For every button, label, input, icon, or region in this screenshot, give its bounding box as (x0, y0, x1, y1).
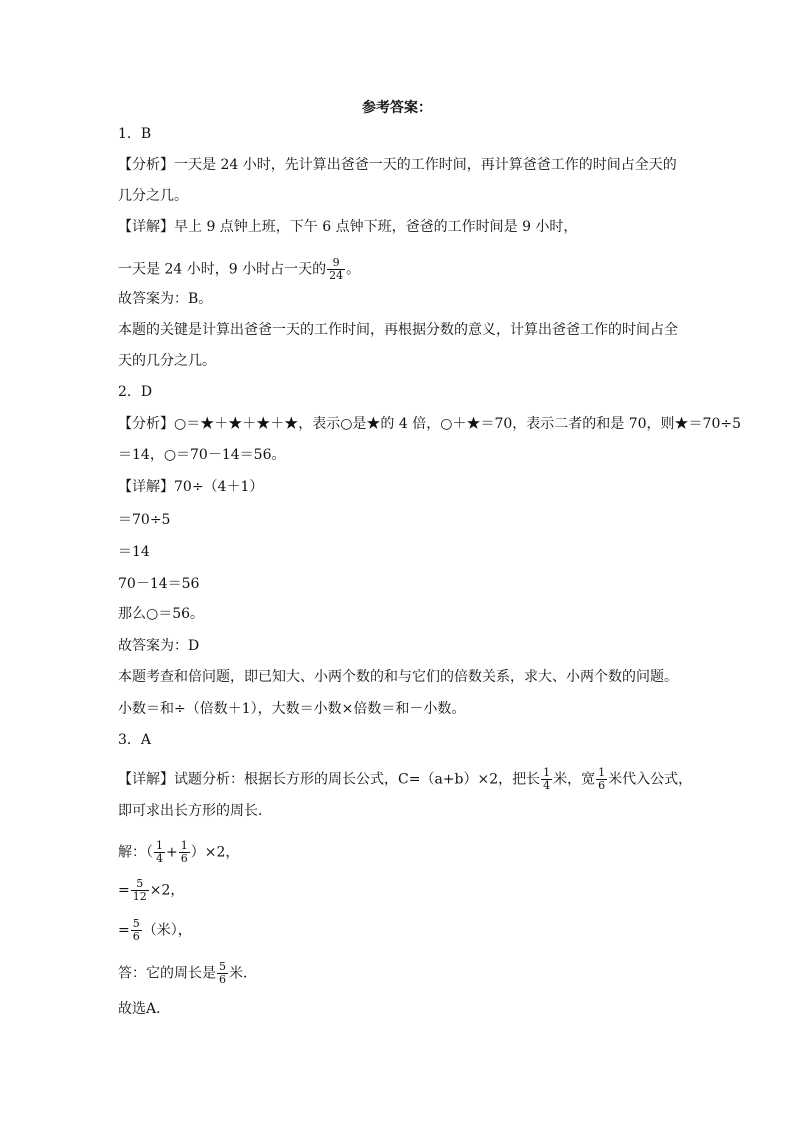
text-line: 1．B (118, 126, 152, 142)
text-line: 天的几分之几。 (118, 353, 216, 369)
text-line: 故答案为：B。 (118, 291, 213, 307)
text-line: 本题的关键是计算出爸爸一天的工作时间，再根据分数的意义，计算出爸爸工作的时间占全 (118, 322, 678, 338)
fraction-5-6: $\frac{5}{6}$ (219, 960, 226, 986)
fraction-line-solution-1: 解：（ $\frac{1}{4}$ + $\frac{1}{6}$ ）×2， (118, 839, 240, 865)
text-line: 2．D (118, 384, 153, 400)
fraction-1-4: $\frac{1}{4}$ (543, 766, 551, 792)
fraction-5-6: $\frac{5}{6}$ (132, 917, 140, 943)
fraction-line-answer: 答：它的周长是 $\frac{5}{6}$ 米． (118, 960, 257, 986)
fraction-line-solution-2: = $\frac{5}{12}$ ×2， (118, 877, 185, 903)
page-title: 参考答案： (362, 100, 432, 116)
fraction-line-day: 一天是 24 小时，9 小时占一天的 $\frac{9}{24}$ 。 (118, 256, 361, 282)
fraction-1-6: $\frac{1}{6}$ (180, 839, 188, 865)
fraction-1-6: $\frac{1}{6}$ (598, 766, 606, 792)
text-line: ＝14，○＝70－14＝56。 (118, 447, 286, 463)
fraction-9-24: $\frac{9}{24}$ (329, 256, 344, 282)
text-line: 【详解】70÷（4＋1） (118, 479, 264, 495)
text-line: 故选A． (118, 1001, 171, 1017)
text-line: 本题考查和倍问题，即已知大、小两个数的和与它们的倍数关系，求大、小两个数的问题。 (118, 669, 678, 685)
text-line: 几分之几。 (118, 188, 188, 204)
text-line: 小数＝和÷（倍数＋1），大数＝小数×倍数＝和－小数。 (118, 701, 466, 717)
text-line: 3．A (118, 732, 152, 748)
fraction-line-solution-3: = $\frac{5}{6}$ （米）， (118, 917, 192, 943)
text-line: 70－14＝56 (118, 576, 200, 592)
text-line: 故答案为：D (118, 638, 200, 654)
text-line: ＝14 (118, 544, 150, 560)
fraction-1-4: $\frac{1}{4}$ (156, 839, 163, 865)
text-line: 那么○＝56。 (118, 606, 205, 622)
text-line: 【详解】早上 9 点钟上班，下午 6 点钟下班，爸爸的工作时间是 9 小时， (118, 219, 578, 235)
fraction-line-detail3: 【详解】试题分析：根据长方形的周长公式，C=（a+b）×2，把长 $\frac{1}{4}$ 米，宽 $\frac{1}{6}$ 米代入公式， (118, 766, 693, 792)
text-line: 【分析】○＝★＋★＋★＋★，表示○是★的 4 倍，○＋★＝70，表示二者的和是 70，则★＝70÷5 (118, 416, 741, 432)
text-line: 【分析】一天是 24 小时，先计算出爸爸一天的工作时间，再计算爸爸工作的时间占全天的 (118, 157, 677, 173)
text-line: ＝70÷5 (118, 512, 171, 528)
fraction-5-12: $\frac{5}{12}$ (132, 877, 147, 903)
text-line: 即可求出长方形的周长． (118, 803, 272, 819)
